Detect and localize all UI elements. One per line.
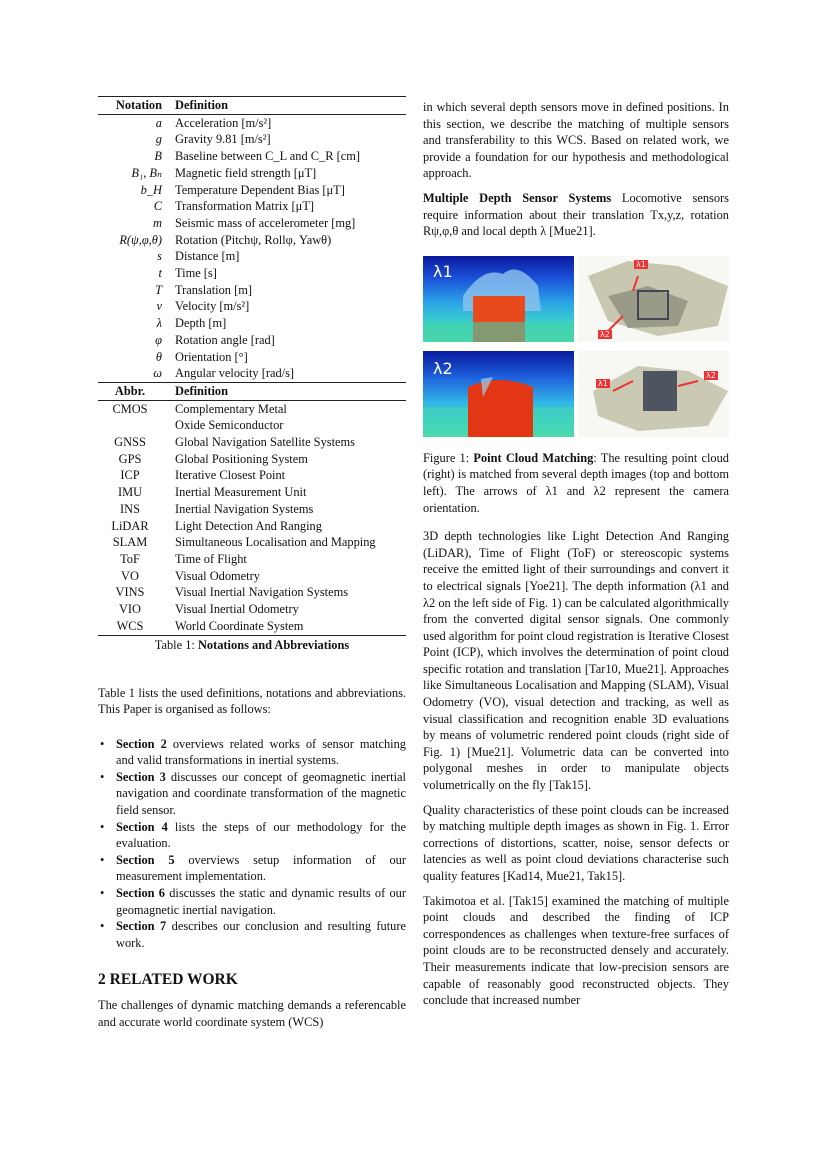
notation-row — [98, 198, 406, 215]
notation-row — [98, 248, 406, 265]
arrow-label-1: λ1 — [636, 259, 646, 269]
notation-definition: Angular velocity [rad/s] — [175, 366, 295, 381]
abbr-term: LiDAR — [111, 518, 149, 533]
section-description: discusses our concept of geomagnetic inertial navigation and coordinate transformation of the magnetic field sensor. — [116, 769, 406, 818]
section-description: lists the steps of our methodology for the evaluation. — [116, 819, 407, 851]
abbr-row — [98, 568, 406, 585]
section-overview-item — [98, 852, 406, 885]
abbr-row — [98, 518, 406, 535]
depth-image-bottom — [423, 351, 574, 437]
notation-header-col1: Notation — [115, 98, 162, 112]
section-overview-item — [98, 769, 406, 819]
notation-symbol: φ — [155, 332, 162, 347]
table-caption-prefix: Table 1: — [154, 637, 198, 652]
point-cloud-top — [578, 256, 729, 342]
abbr-term: ICP — [120, 468, 140, 483]
section-ref: Section 2 — [116, 736, 167, 751]
notation-definition: Time [s] — [175, 266, 217, 281]
bullet-icon: • — [100, 852, 105, 867]
notation-symbol: B — [154, 149, 162, 164]
notation-row — [98, 315, 406, 332]
left-column — [98, 96, 406, 1031]
section-description: overviews setup information of our measurement implementation. — [116, 852, 406, 884]
abbr-definition: Visual Odometry — [175, 568, 260, 583]
abbr-header-row — [98, 382, 406, 400]
abbr-row — [98, 451, 406, 468]
abbr-definition: World Coordinate System — [175, 618, 304, 633]
abbr-definition: Simultaneous Localisation and Mapping — [175, 535, 376, 550]
notation-symbol: C — [153, 199, 162, 214]
notation-definition: Velocity [m/s²] — [175, 299, 250, 314]
abbr-definition: Iterative Closest Point — [175, 468, 286, 483]
lambda-1-label: λ1 — [433, 261, 453, 281]
bullet-icon: • — [100, 769, 105, 784]
abbr-header-col2: Definition — [175, 383, 229, 398]
notation-row — [98, 232, 406, 249]
right-column — [423, 99, 729, 1009]
section-overview-list — [98, 736, 406, 952]
section-ref: Section 5 — [116, 852, 175, 867]
right-paragraph-5: Takimotoa et al. [Tak15] examined the matching of multiple point clouds and described the finding of ICP correspondences as challenges when texture-free surfaces of point clouds are to be reconstructed densely and accurately. Their measurements indicate that low-precision sensors are capable of reasonably good reconstructed objects. They conclude that increased number — [423, 893, 729, 1008]
arrow-label-2: λ2 — [600, 329, 610, 339]
notation-symbol: T — [155, 282, 162, 297]
notation-table — [98, 96, 406, 382]
notation-definition: Baseline between C_L and C_R [cm] — [175, 149, 361, 164]
notation-definition: Distance [m] — [175, 249, 240, 264]
notation-header-row — [98, 97, 406, 115]
notation-definition: Acceleration [m/s²] — [175, 115, 272, 130]
notation-symbol: ω — [153, 366, 162, 381]
abbr-definition: Oxide Semiconductor — [175, 418, 284, 433]
figure-point-cloud — [423, 256, 729, 442]
abbr-row — [98, 434, 406, 451]
abbreviation-table — [98, 382, 406, 636]
abbr-definition: Visual Inertial Odometry — [175, 602, 299, 617]
notation-definition: Magnetic field strength [μT] — [175, 165, 317, 180]
notation-row — [98, 282, 406, 299]
table-caption — [98, 638, 406, 653]
abbr-term: VINS — [115, 585, 145, 600]
abbr-row — [98, 618, 406, 635]
notation-definition: Rotation angle [rad] — [175, 332, 275, 347]
notation-row — [98, 148, 406, 165]
right-paragraph-2-body: Locomotive sensors require information about their translation Tx,y,z, rotation Rψ,φ,θ and local depth λ [Mue21]. — [423, 190, 729, 239]
abbr-definition: Complementary Metal — [175, 401, 287, 416]
section-overview-item — [98, 885, 406, 918]
abbr-term: GNSS — [114, 435, 146, 450]
lambda-2-label: λ2 — [433, 358, 453, 378]
notation-header-col2: Definition — [175, 98, 229, 112]
section-description: describes our conclusion and resulting future work. — [116, 919, 406, 950]
abbr-definition: Global Positioning System — [175, 451, 308, 466]
notation-symbol: g — [155, 132, 162, 147]
abbr-row — [98, 417, 406, 434]
section-ref: Section 4 — [116, 819, 168, 834]
arrow-label-3: λ1 — [598, 378, 608, 388]
notation-definition: Temperature Dependent Bias [μT] — [175, 182, 345, 197]
figure-caption-title: Point Cloud Matching — [473, 450, 594, 465]
notation-row — [98, 265, 406, 282]
bullet-icon: • — [100, 886, 105, 901]
arrow-label-4: λ2 — [706, 370, 716, 380]
right-paragraph-3: 3D depth technologies like Light Detection And Ranging (LiDAR), Time of Flight (ToF) or stereoscopic systems receive the emitted light of their surroundings and convert it to electrical signals [Yoe21]. The depth information (λ1 and λ2 on the left side of Fig. 1) can be calculated algorithmically from the converted digital sensor signals. One commonly used algorithm for point cloud registration is Iterative Closest Point (ICP), which involves the determination of point cloud specific rotation and translation [Tar10, Mue21]. Approaches like Simultaneous Localisation and Mapping (SLAM), Visual Odometry (VO), visual detection and tracking, as well as visual classification and recognition enable 3D evaluations by means of volumetric rendered point clouds (right side of Fig. 1) [Mue21]. Volumetric data can be converted into polygonal meshes in order to manipulate objects volumetrically on the fly [Tak15]. — [423, 529, 729, 793]
table-caption-title: Notations and Abbreviations — [197, 637, 350, 652]
notation-row — [98, 365, 406, 382]
point-cloud-bottom — [578, 351, 729, 437]
notation-symbol: λ — [156, 316, 162, 331]
section-ref: Section 3 — [116, 769, 166, 784]
figure-caption-body: : The resulting point cloud (right) is matched from several depth images (top and bottom left). The arrows of λ1 and λ2 represent the camera orientation. — [423, 450, 729, 515]
notation-definition: Orientation [°] — [175, 349, 248, 364]
notation-symbol: R(ψ,φ,θ) — [119, 232, 162, 247]
intro-paragraph: Table 1 lists the used definitions, notations and abbreviations. This Paper is organised as follows: — [98, 685, 406, 717]
depth-image-top — [423, 256, 574, 342]
abbr-definition: Visual Inertial Navigation Systems — [175, 585, 349, 600]
abbr-header-col1: Abbr. — [114, 383, 146, 398]
abbr-row — [98, 601, 406, 618]
abbr-term: INS — [120, 501, 140, 516]
abbr-term: CMOS — [112, 401, 148, 416]
section-ref: Section 7 — [116, 919, 167, 934]
notation-definition: Gravity 9.81 [m/s²] — [175, 132, 271, 147]
notation-symbol: m — [153, 215, 162, 230]
right-paragraph-2 — [423, 190, 729, 240]
abbr-term: IMU — [117, 485, 143, 500]
abbr-definition: Inertial Measurement Unit — [175, 485, 307, 500]
abbr-row — [98, 501, 406, 518]
bullet-icon: • — [100, 819, 105, 834]
abbr-term: ToF — [120, 551, 140, 566]
abbr-row — [98, 534, 406, 551]
bullet-icon: • — [100, 736, 105, 751]
section-overview-item — [98, 736, 406, 769]
bullet-icon: • — [100, 919, 105, 934]
notation-symbol: a — [155, 115, 162, 130]
abbr-row — [98, 584, 406, 601]
notation-row — [98, 298, 406, 315]
notation-definition: Depth [m] — [175, 316, 227, 331]
abbr-row — [98, 551, 406, 568]
notation-row — [98, 165, 406, 182]
notation-row — [98, 349, 406, 366]
notation-row — [98, 131, 406, 148]
abbr-term — [98, 417, 175, 434]
notation-definition: Translation [m] — [175, 282, 252, 297]
abbr-row — [98, 484, 406, 501]
abbr-definition: Global Navigation Satellite Systems — [175, 435, 355, 450]
notation-row — [98, 215, 406, 232]
section-description: overviews related works of sensor matching and valid transformations in inertial systems. — [116, 736, 406, 768]
notation-symbol: θ — [155, 349, 162, 364]
abbr-term: GPS — [118, 451, 142, 466]
notation-definition: Rotation (Pitchψ, Rollφ, Yawθ) — [175, 232, 332, 247]
subsection-title: Multiple Depth Sensor Systems — [423, 190, 612, 205]
notation-definition: Transformation Matrix [μT] — [175, 199, 315, 214]
notation-symbol: t — [158, 266, 162, 281]
figure-caption-prefix: Figure 1: — [423, 450, 474, 465]
section-heading: 2 RELATED WORK — [98, 971, 238, 989]
abbr-row — [98, 467, 406, 484]
abbr-term: VO — [121, 568, 139, 583]
point-cloud-bottom-graphic — [578, 351, 729, 437]
abbr-term: WCS — [116, 618, 144, 633]
notation-symbol: B₁, Bₙ — [131, 165, 162, 180]
abbr-definition: Time of Flight — [175, 551, 247, 566]
notation-symbol: v — [156, 299, 162, 314]
section-ref: Section 6 — [116, 886, 165, 901]
notation-symbol: s — [157, 249, 162, 264]
section-description: discusses the static and dynamic results of our geomagnetic inertial navigation. — [116, 886, 406, 917]
figure-caption — [423, 450, 729, 516]
section-overview-item — [98, 918, 406, 951]
related-work-paragraph: The challenges of dynamic matching demands a referencable and accurate world coordinate system (WCS) — [98, 998, 406, 1029]
abbr-row — [98, 400, 406, 417]
abbr-term: SLAM — [112, 535, 148, 550]
right-paragraph-1: in which several depth sensors move in defined positions. In this section, we describe the matching of multiple sensors and transferability to this WCS. Based on related work, we provide a foundation for our hypothesis and methodological approach. — [423, 100, 729, 181]
notation-symbol: b_H — [140, 182, 162, 197]
notation-row — [98, 114, 406, 131]
section-overview-item — [98, 819, 406, 852]
notation-row — [98, 332, 406, 349]
abbr-definition: Inertial Navigation Systems — [175, 501, 314, 516]
abbr-definition: Light Detection And Ranging — [175, 518, 322, 533]
notation-row — [98, 182, 406, 199]
right-paragraph-4: Quality characteristics of these point clouds can be increased by matching multiple depth images as shown in Fig. 1. Error corrections of distortions, scatter, noise, sensor defects or latencies as well as point cloud deviations characterise such quality features [Kad14, Mue21, Tak15]. — [423, 802, 729, 883]
notation-definition: Seismic mass of accelerometer [mg] — [175, 215, 356, 230]
abbr-term: VIO — [118, 602, 142, 617]
